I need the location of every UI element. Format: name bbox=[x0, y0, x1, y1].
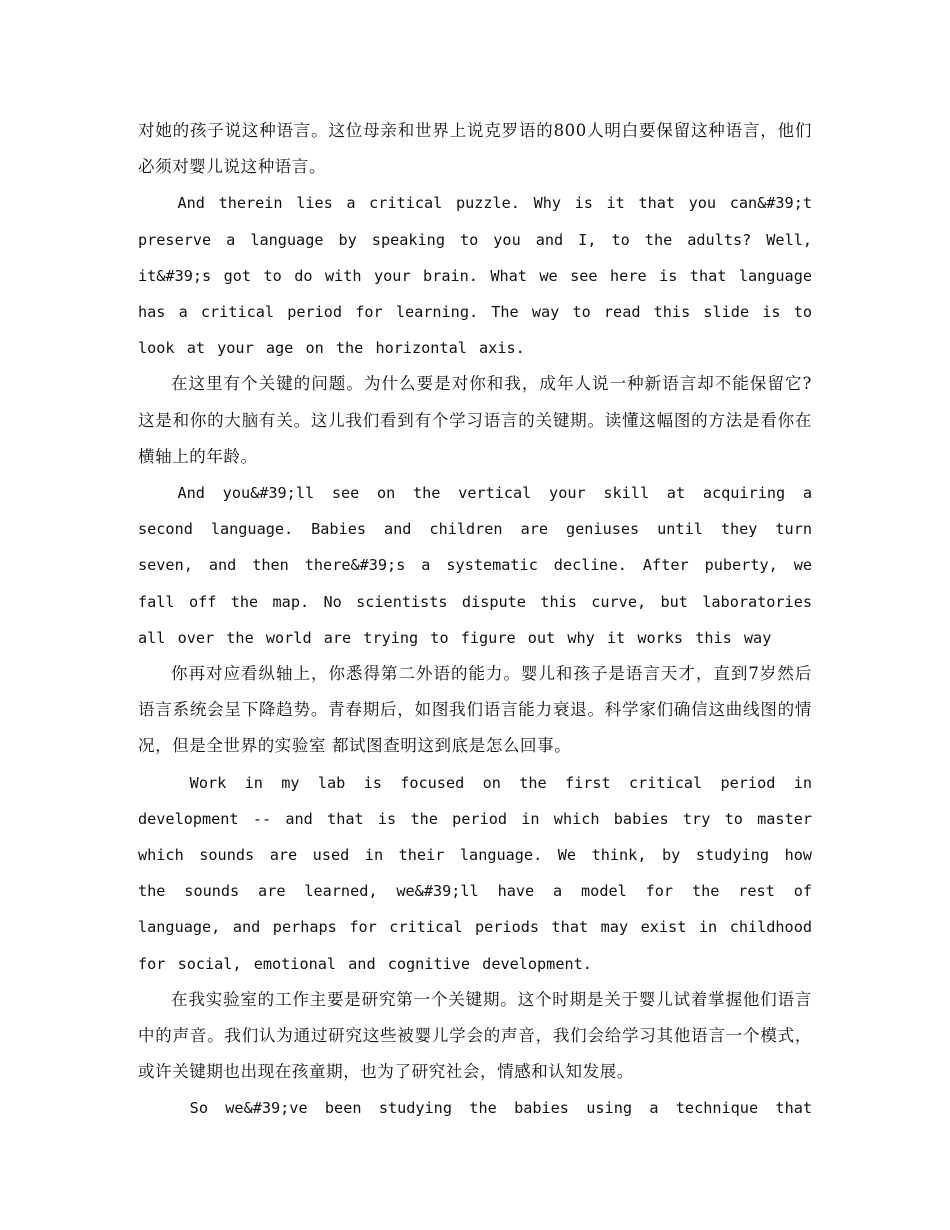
document-body bbox=[138, 113, 812, 1127]
paragraph-en-3: Work in my lab is focused on the first critical period in development -- and that is the period in which babies try to master which sounds are used in their language. We think, by studying how the sounds are learned, we&#39;ll have a model for the rest of language, and perhaps for critical periods that may exist in childhood for social, emotional and cognitive development. bbox=[138, 773, 812, 973]
paragraph-en-1: And therein lies a critical puzzle. Why is it that you can&#39;t preserve a language by speaking to you and I, to the adults? Well, it&#39;s got to do with your brain. What we see here is that language has a critical period for learning. The way to read this slide is to look at your age on the horizontal axis. bbox=[138, 194, 812, 358]
paragraph-zh-4: 在我实验室的工作主要是研究第一个关键期。这个时期是关于婴儿试着掌握他们语言中的声音。我们认为通过研究这些被婴儿学会的声音，我们会给学习其他语言一个模式， 或许关键期也出现在孩童期，也为了研究社会，情感和认知发展。 bbox=[138, 989, 812, 1082]
paragraph-en-2: And you&#39;ll see on the vertical your skill at acquiring a second language. Babies and children are geniuses until they turn seven, and then there&#39;s a systematic decline. After puberty, we fall off the map. No scientists dispute this curve, but laboratories all over the world are trying to figure out why it works this way bbox=[138, 484, 812, 647]
paragraph-zh-1: 对她的孩子说这种语言。这位母亲和世界上说克罗语的800人明白要保留这种语言，他们必须对婴儿说这种语言。 bbox=[138, 121, 812, 177]
paragraph-en-4: So we&#39;ve been studying the babies using a technique that bbox=[189, 1099, 812, 1118]
paragraph-zh-3: 你再对应看纵轴上，你悉得第二外语的能力。婴儿和孩子是语言天才，直到7岁然后语言系统会呈下降趋势。青春期后，如图我们语言能力衰退。科学家们确信这曲线图的情况，但是全世界的实验室 都试图查明这到底是怎么回事。 bbox=[138, 664, 812, 756]
paragraph-zh-2: 在这里有个关键的问题。为什么要是对你和我，成年人说一种新语言却不能保留它?这是和你的大脑有关。这儿我们看到有个学习语言的关键期。读懂这幅图的方法是看你在横轴上的年龄。 bbox=[138, 374, 812, 466]
